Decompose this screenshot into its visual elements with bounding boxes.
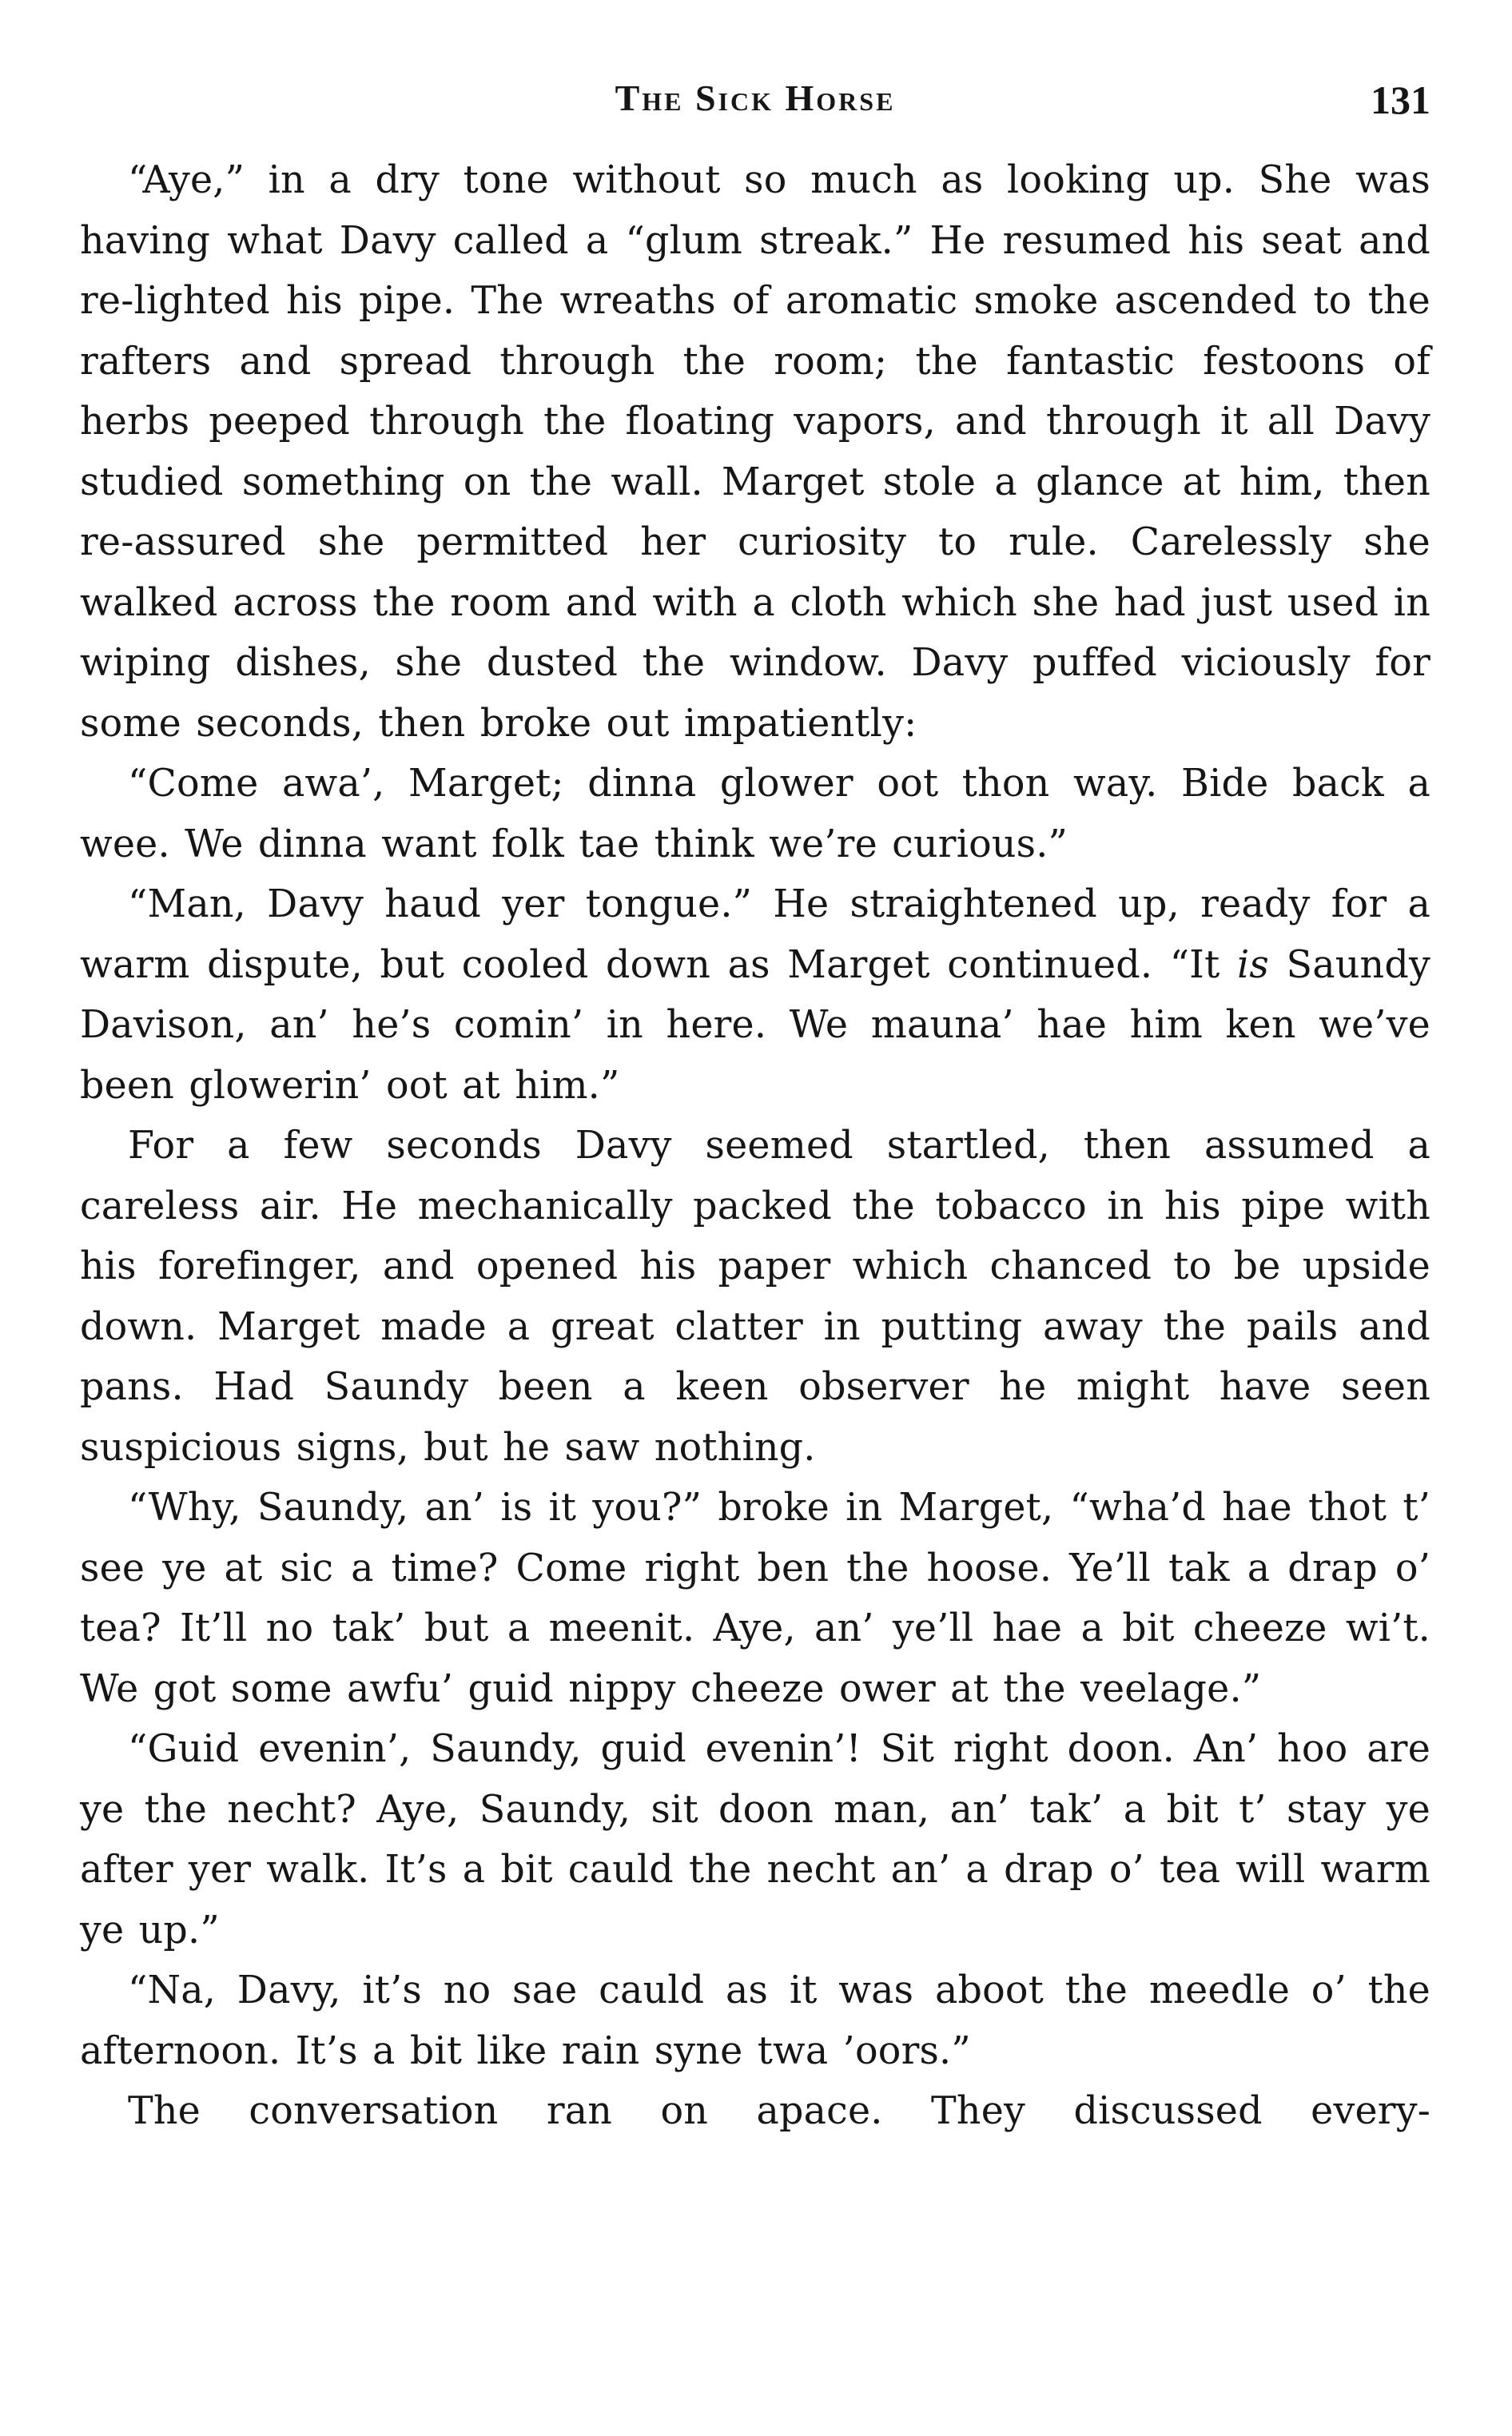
paragraph-7: “Na, Davy, it’s no sae cauld as it was aboot the meedle o’ the afternoon. It’s a bit like rain syne twa ’oors.” bbox=[80, 1968, 1430, 2073]
paragraph-5: “Why, Saundy, an’ is it you?” broke in Marget, “wha’d hae thot t’ see ye at sic a time? Come right ben the hoose. Ye’ll tak a drap o’ tea? It’ll no tak’ but a meenit. Aye, an’ ye’ll hae a bit cheeze wi’t. We got some awfu’ guid nippy cheeze ower at the veelage.” bbox=[80, 1486, 1430, 1711]
paragraph-2: “Come awa’, Marget; dinna glower oot thon way. Bide back a wee. We dinna want folk tae think we’re curious.” bbox=[80, 762, 1430, 866]
page-number: 131 bbox=[1371, 78, 1430, 122]
paragraph-6: “Guid evenin’, Saundy, guid evenin’! Sit right doon. An’ hoo are ye the necht? Aye, Saundy, sit doon man, an’ tak’ a bit t’ stay ye after yer walk. It’s a bit cauld the necht an’ a drap o’ tea will warm ye up.” bbox=[80, 1727, 1430, 1952]
page-header bbox=[80, 77, 1430, 133]
paragraph-3 bbox=[80, 874, 1430, 1116]
running-title: The Sick Horse bbox=[615, 78, 896, 118]
paragraph-8: The conversation ran on apace. They discussed every- bbox=[128, 2089, 1430, 2133]
body-text bbox=[80, 150, 1430, 2142]
paragraph-4: For a few seconds Davy seemed startled, then assumed a careless air. He mechanically packed the tobacco in his pipe with his forefinger, and opened his paper which chanced to be upside down. Marget made a great clatter in putting away the pails and pans. Had Saundy been a keen observer he might have seen suspicious signs, but he saw nothing. bbox=[80, 1124, 1430, 1470]
emphasized-word: is bbox=[1236, 942, 1269, 987]
paragraph-3-text-after: Saundy Davison, an’ he’s comin’ in here. We mauna’ hae him ken we’ve been glowerin’ oot at him.” bbox=[80, 942, 1430, 1108]
paragraph-3-text-before: “Man, Davy haud yer tongue.” He straightened up, ready for a warm dispute, but cooled down as Marget continued. “It bbox=[80, 882, 1430, 987]
paragraph-1: “Aye,” in a dry tone without so much as looking up. She was having what Davy called a “glum streak.” He resumed his seat and re-lighted his pipe. The wreaths of aromatic smoke ascended to the rafters and spread through the room; the fantastic festoons of herbs peeped through the floating vapors, and through it all Davy studied something on the wall. Marget stole a glance at him, then re-assured she permitted her curiosity to rule. Carelessly she walked across the room and with a cloth which she had just used in wiping dishes, she dusted the window. Davy puffed viciously for some seconds, then broke out impatiently: bbox=[80, 158, 1430, 746]
